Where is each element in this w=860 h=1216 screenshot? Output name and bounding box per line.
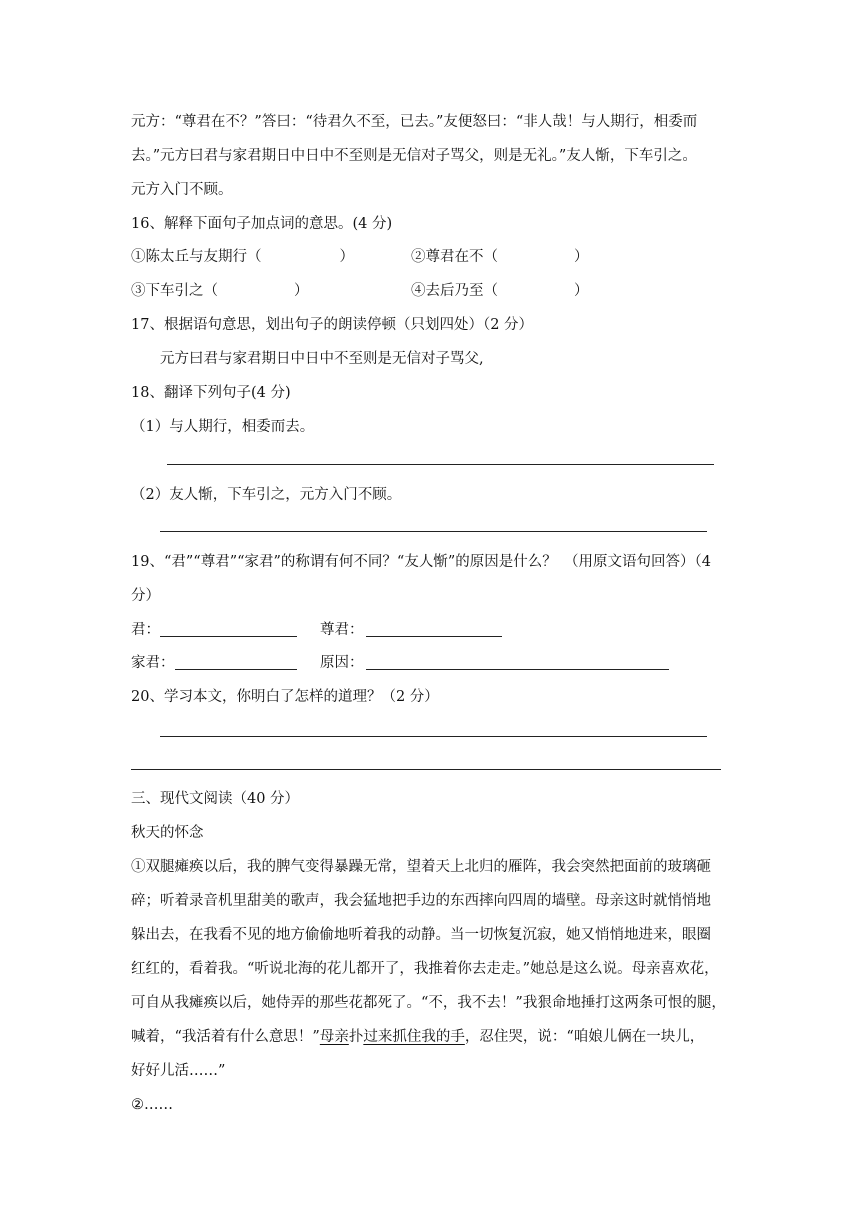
answer-line[interactable] bbox=[366, 669, 669, 670]
q19-zunjun-label: 尊君： bbox=[320, 622, 364, 638]
paragraph-line: 碎；听着录音机里甜美的歌声，我会猛地把手边的东西摔向四周的墙壁。母亲这时就悄悄地 bbox=[131, 893, 711, 909]
answer-line[interactable] bbox=[366, 636, 502, 637]
paragraph-line: 躲出去，在我看不见的地方偷偷地听着我的动静。当一切恢复沉寂，她又悄悄地进来，眼圈 bbox=[131, 927, 711, 943]
paragraph-line: 可自从我瘫痪以后，她侍弄的那些花都死了。“不，我不去！”我狠命地捶打这两条可恨的腿， bbox=[131, 995, 726, 1011]
q16-item-2: ②尊君在不（ ） bbox=[411, 249, 589, 265]
q18-sentence-2: （2）友人惭，下车引之，元方入门不顾。 bbox=[131, 487, 402, 503]
question-16-title: 16、解释下面句子加点词的意思。(4 分) bbox=[131, 216, 393, 232]
paragraph-line: 好好儿活……” bbox=[131, 1063, 226, 1079]
q16-item-3: ③下车引之（ ） bbox=[131, 283, 309, 299]
answer-line[interactable] bbox=[131, 769, 721, 770]
question-20-title: 20、学习本文，你明白了怎样的道理？（2 分） bbox=[131, 689, 439, 705]
answer-line[interactable] bbox=[175, 669, 297, 670]
question-17-title: 17、根据语句意思，划出句子的朗读停顿（只划四处）（2 分） bbox=[131, 317, 534, 333]
question-18-title: 18、翻译下列句子(4 分) bbox=[131, 385, 291, 401]
passage-line: 去。”元方曰君与家君期日中日中不至则是无信对子骂父，则是无礼。”友人惭，下车引之。 bbox=[131, 148, 697, 164]
paragraph-line: 喊着，“我活着有什么意思！”母亲扑过来抓住我的手，忍住哭，说：“咱娘儿俩在一块儿， bbox=[131, 1029, 705, 1045]
paragraph-marker: ②…… bbox=[131, 1097, 173, 1113]
answer-line[interactable] bbox=[167, 464, 714, 465]
passage-line: 元方：“尊君在不？”答曰：“待君久不至，已去。”友便怒曰：“非人哉！与人期行，相委而 bbox=[131, 114, 698, 130]
q16-item-1: ①陈太丘与友期行（ ） bbox=[131, 249, 354, 265]
question-19-title-cont: 分） bbox=[131, 588, 160, 604]
underlined-text: 过来抓住我的手 bbox=[363, 1029, 465, 1045]
q17-sentence: 元方曰君与家君期日中日中不至则是无信对子骂父, bbox=[160, 351, 484, 367]
paragraph-line: ①双腿瘫痪以后，我的脾气变得暴躁无常，望着天上北归的雁阵，我会突然把面前的玻璃砸 bbox=[131, 859, 711, 875]
q19-jiajun-label: 家君： bbox=[131, 655, 175, 671]
q16-item-4: ④去后乃至（ ） bbox=[411, 283, 589, 299]
section-heading: 三、现代文阅读（40 分） bbox=[131, 791, 300, 807]
passage-line: 元方入门不顾。 bbox=[131, 182, 233, 198]
answer-line[interactable] bbox=[160, 531, 707, 532]
answer-line[interactable] bbox=[160, 636, 297, 637]
underlined-text: 母亲 bbox=[319, 1029, 349, 1045]
q19-reason-label: 原因： bbox=[320, 655, 364, 671]
answer-line[interactable] bbox=[160, 736, 707, 737]
q19-jun-label: 君： bbox=[131, 622, 160, 638]
question-19-title: 19、“君”“尊君”“家君”的称谓有何不同？“友人惭”的原因是什么？ （用原文语句回答）（4 bbox=[131, 554, 711, 570]
q18-sentence-1: （1）与人期行，相委而去。 bbox=[131, 419, 315, 435]
article-title: 秋天的怀念 bbox=[131, 825, 204, 841]
paragraph-line: 红红的，看着我。“听说北海的花儿都开了，我推着你去走走。”她总是这么说。母亲喜欢花， bbox=[131, 961, 719, 977]
